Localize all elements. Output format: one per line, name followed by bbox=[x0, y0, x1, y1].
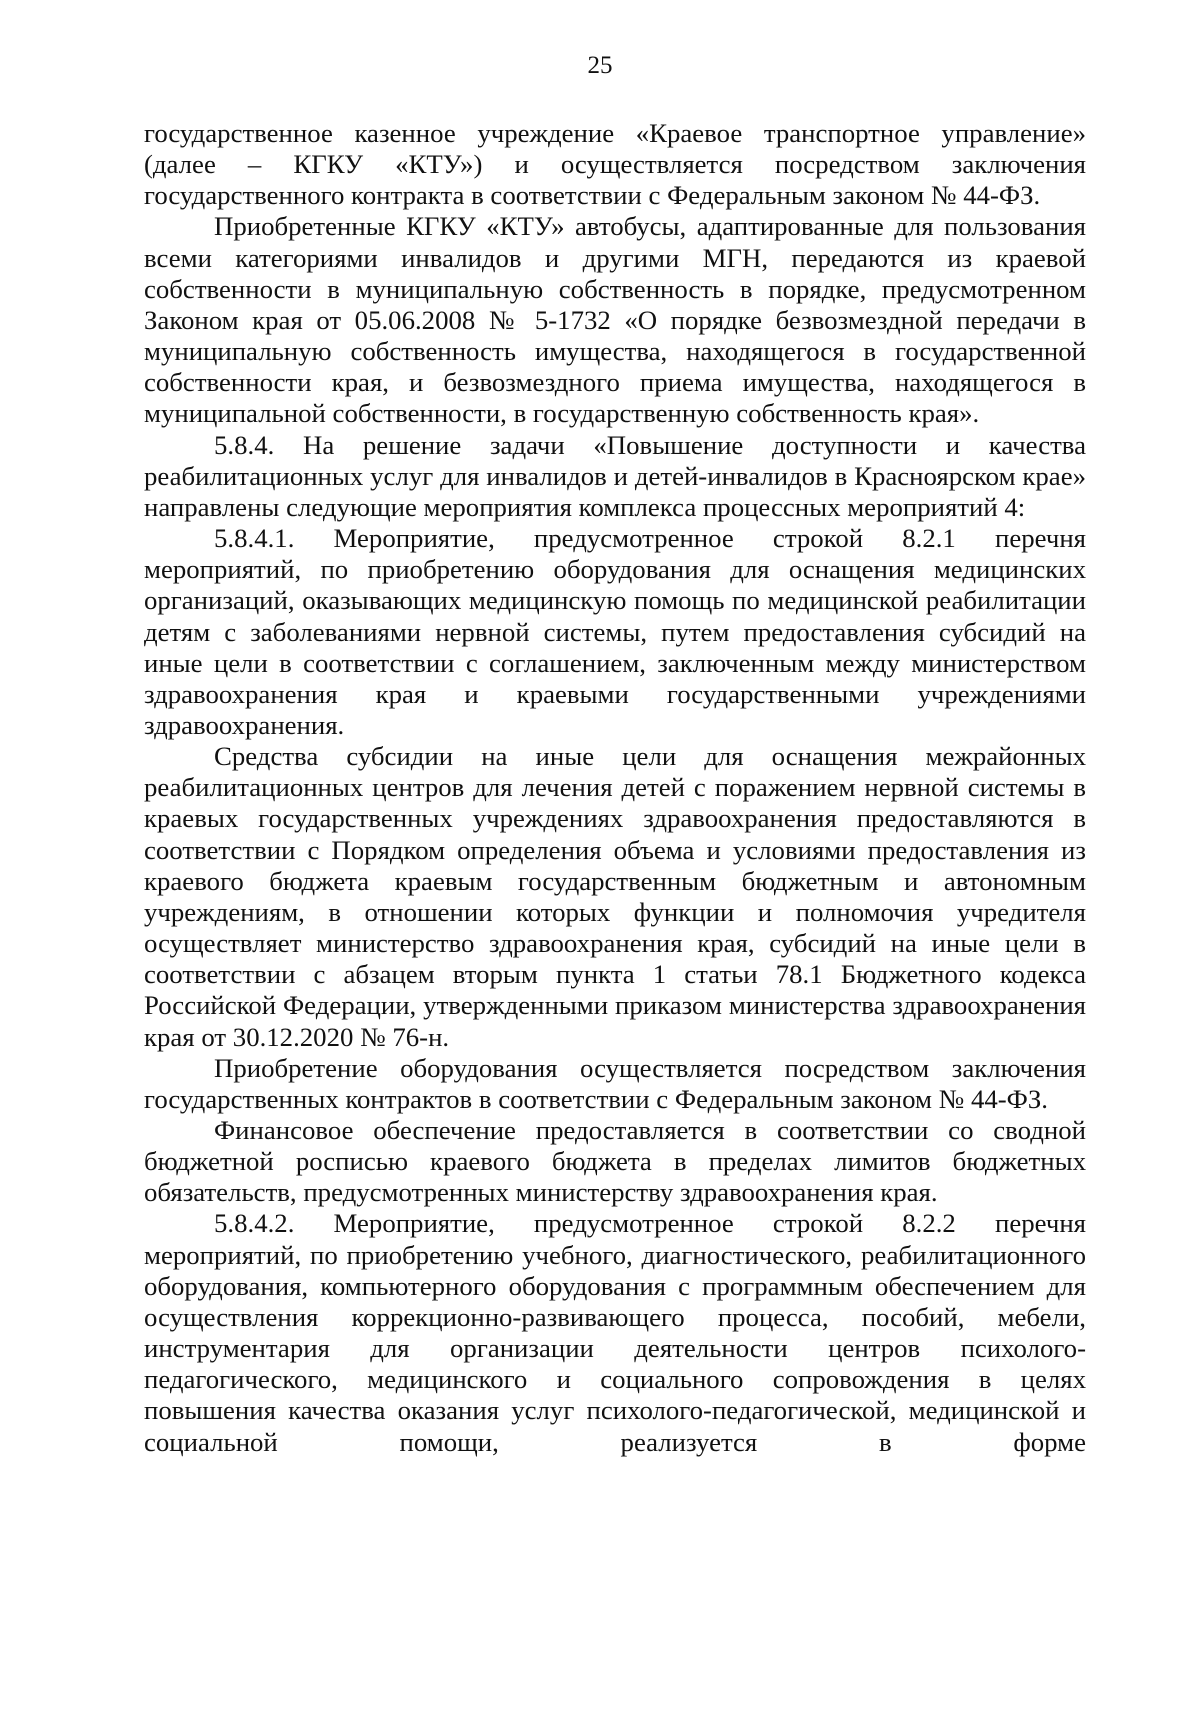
paragraph-financing: Финансовое обеспечение предоставляется в соответствии со сводной бюджетной росписью краевого бюджета в пределах лимитов бюджетных обязательств, предусмотренных министерству здравоохранения края. bbox=[144, 1115, 1086, 1208]
document-body bbox=[144, 118, 1086, 1458]
page-number: 25 bbox=[587, 52, 613, 79]
paragraph-equipment-purchase: Приобретение оборудования осуществляется посредством заключения государственных контрактов в соответствии с Федеральным законом № 44-ФЗ. bbox=[144, 1052, 1086, 1114]
paragraph-5-8-4-2: 5.8.4.2. Мероприятие, предусмотренное строкой 8.2.2 перечня мероприятий, по приобретению учебного, диагностического, реабилитационного оборудования, компьютерного оборудования с программным обеспечением для осуществления коррекционно-развивающего процесса, пособий, мебели, инструментария для организации деятельности центров психолого-педагогического, медицинского и социального сопровождения в целях повышения качества оказания услуг психолого-педагогической, медицинской и социальной помощи, реализуется в форме bbox=[144, 1208, 1086, 1457]
paragraph-buses-transfer: Приобретенные КГКУ «КТУ» автобусы, адаптированные для пользования всеми категориями инвалидов и другими МГН, передаются из краевой собственности в муниципальную собственность в порядке, предусмотренном Законом края от 05.06.2008 № 5-1732 «О порядке безвозмездной передачи в муниципальную собственность имущества, находящегося в государственной собственности края, и безвозмездного приема имущества, находящегося в муниципальной собственности, в государственную собственность края». bbox=[144, 211, 1086, 429]
paragraph-5-8-4: 5.8.4. На решение задачи «Повышение доступности и качества реабилитационных услуг для инвалидов и детей-инвалидов в Красноярском крае» направлены следующие мероприятия комплекса процессных мероприятий 4: bbox=[144, 429, 1086, 522]
paragraph-5-8-4-1: 5.8.4.1. Мероприятие, предусмотренное строкой 8.2.1 перечня мероприятий, по приобретению оборудования для оснащения медицинских организаций, оказывающих медицинскую помощь по медицинской реабилитации детям с заболеваниями нервной системы, путем предоставления субсидий на иные цели в соответствии с соглашением, заключенным между министерством здравоохранения края и краевыми государственными учреждениями здравоохранения. bbox=[144, 523, 1086, 740]
paragraph-continuation: государственное казенное учреждение «Краевое транспортное управление» (далее – КГКУ «КТУ») и осуществляется посредством заключения государственного контракта в соответствии с Федеральным законом № 44-ФЗ. bbox=[144, 118, 1086, 211]
paragraph-subsidy-funds: Средства субсидии на иные цели для оснащения межрайонных реабилитационных центров для лечения детей с поражением нервной системы в краевых государственных учреждениях здравоохранения предоставляются в соответствии с Порядком определения объема и условиями предоставления из краевого бюджета краевым государственным бюджетным и автономным учреждениям, в отношении которых функции и полномочия учредителя осуществляет министерство здравоохранения края, субсидий на иные цели в соответствии с абзацем вторым пункта 1 статьи 78.1 Бюджетного кодекса Российской Федерации, утвержденными приказом министерства здравоохранения края от 30.12.2020 № 76-н. bbox=[144, 741, 1086, 1052]
